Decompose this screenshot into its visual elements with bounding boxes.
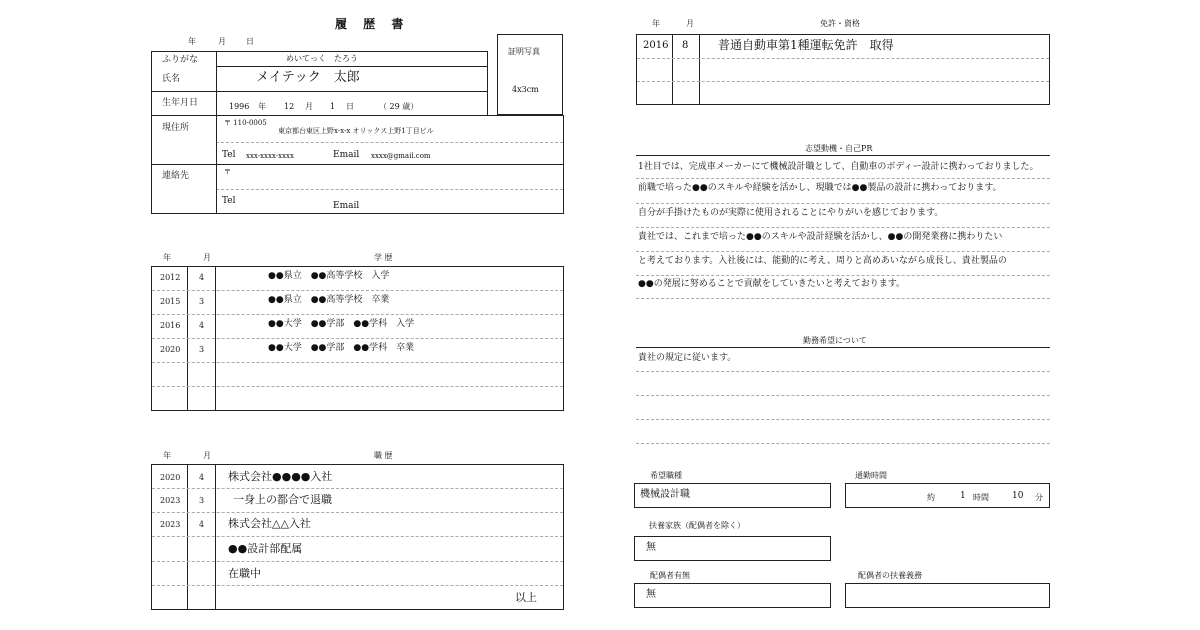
table-row: 2020 bbox=[160, 473, 181, 482]
table-cell: 8 bbox=[682, 40, 689, 51]
name-label: 氏名 bbox=[162, 74, 181, 84]
address-email: xxxx@gmail.com bbox=[371, 152, 431, 160]
resume-title: 履 歴 書 bbox=[335, 17, 410, 31]
table-row: 2023 bbox=[160, 496, 181, 505]
contact-postal: 〒 bbox=[224, 168, 231, 176]
commute-hours: 1 bbox=[960, 491, 966, 501]
work-title: 職 歴 bbox=[374, 451, 393, 460]
address-postal: 〒 110-0005 bbox=[224, 119, 267, 127]
commute-hours-unit: 時間 bbox=[973, 493, 989, 502]
dependents-value: 無 bbox=[646, 542, 656, 553]
commute-minutes-unit: 分 bbox=[1035, 493, 1043, 502]
contact-tel-label: Tel bbox=[222, 196, 236, 206]
birth-year-unit: 年 bbox=[258, 102, 266, 111]
spouse-value: 無 bbox=[646, 589, 656, 600]
table-row: 2023 bbox=[160, 520, 181, 529]
birth-year: 1996 bbox=[229, 102, 250, 111]
table-row: 2015 bbox=[160, 297, 181, 306]
dependents-field bbox=[634, 536, 831, 561]
birth-day-unit: 日 bbox=[346, 102, 354, 111]
table-cell: 4 bbox=[199, 321, 205, 330]
table-cell: 3 bbox=[199, 496, 205, 505]
date-month-label: 月 bbox=[218, 37, 226, 46]
motivation-line: 自分が手掛けたものが実際に使用されることにやりがいを感じております。 bbox=[638, 208, 944, 218]
commute-prefix: 約 bbox=[927, 493, 935, 502]
work-table bbox=[151, 464, 564, 610]
desired-job-value: 機械設計職 bbox=[640, 489, 690, 500]
table-cell: 4 bbox=[199, 273, 205, 282]
license-month-header: 月 bbox=[686, 19, 694, 28]
education-month-header: 月 bbox=[203, 253, 211, 262]
birth-month-unit: 月 bbox=[305, 102, 313, 111]
date-day-label: 日 bbox=[246, 37, 254, 46]
table-cell: ●●県立 ●●高等学校 入学 bbox=[268, 271, 390, 281]
address-email-label: Email bbox=[333, 150, 360, 160]
spouse-support-label: 配偶者の扶養義務 bbox=[858, 571, 922, 580]
table-cell: 一身上の都合で退職 bbox=[233, 493, 332, 506]
table-cell: ●●大学 ●●学部 ●●学科 卒業 bbox=[268, 343, 415, 353]
table-cell: 株式会社●●●●入社 bbox=[228, 470, 333, 483]
name-value: メイテック 太郎 bbox=[256, 70, 360, 85]
motivation-title: 志望動機・自己PR bbox=[805, 144, 873, 153]
work-month-header: 月 bbox=[203, 451, 211, 460]
table-cell: 普通自動車第1種運転免許 取得 bbox=[718, 38, 894, 52]
table-row: 2016 bbox=[643, 40, 669, 51]
table-row: 2012 bbox=[160, 273, 181, 282]
license-year-header: 年 bbox=[652, 19, 660, 28]
education-year-header: 年 bbox=[163, 253, 171, 262]
commute-minutes: 10 bbox=[1012, 491, 1024, 501]
table-cell: 3 bbox=[199, 297, 205, 306]
contact-email-label: Email bbox=[333, 201, 360, 211]
birth-day: 1 bbox=[330, 102, 336, 111]
furigana-label: ふりがな bbox=[162, 55, 199, 65]
table-row: 在職中 bbox=[228, 567, 261, 580]
license-title: 免許・資格 bbox=[820, 19, 860, 28]
table-cell: ●●県立 ●●高等学校 卒業 bbox=[268, 295, 390, 305]
address-tel-label: Tel bbox=[222, 150, 236, 160]
address-tel: xxx-xxxx-xxxx bbox=[246, 152, 294, 160]
education-title: 学 歴 bbox=[374, 253, 393, 262]
table-cell: 株式会社△△入社 bbox=[228, 517, 311, 530]
spouse-support-field bbox=[845, 583, 1050, 608]
wishes-title: 勤務希望について bbox=[803, 336, 867, 345]
desired-job-label: 希望職種 bbox=[650, 471, 682, 480]
photo-size: 4x3cm bbox=[512, 85, 539, 94]
table-row: 2016 bbox=[160, 321, 181, 330]
wishes-line: 貴社の規定に従います。 bbox=[638, 353, 737, 363]
work-year-header: 年 bbox=[163, 451, 171, 460]
table-cell: 4 bbox=[199, 520, 205, 529]
motivation-line: と考えております。入社後には、能動的に考え、周りと高めあいながら成長し、貴社製品の bbox=[638, 256, 1007, 266]
motivation-line: 1社目では、完成車メーカーにて機械設計職として、自動車のボディー設計に携わっておりました。 bbox=[638, 162, 1039, 172]
table-row: 以上 bbox=[515, 591, 537, 604]
birth-month: 12 bbox=[284, 102, 295, 111]
motivation-line: 前職で培った●●のスキルや経験を活かし、現職では●●製品の設計に携わっております。 bbox=[638, 183, 1002, 193]
table-row: 2020 bbox=[160, 345, 181, 354]
table-cell: 4 bbox=[199, 473, 205, 482]
table-row: ●●設計部配属 bbox=[228, 542, 303, 555]
address-value: 東京都台東区上野x-x-x オリックス上野1丁目ビル bbox=[278, 127, 434, 135]
commute-label: 通勤時間 bbox=[855, 471, 887, 480]
motivation-line: 貴社では、これまで培った●●のスキルや設計経験を活かし、●●の開発業務に携わりたい bbox=[638, 232, 1003, 242]
spouse-label: 配偶者有無 bbox=[650, 571, 690, 580]
birth-age: （ 29 歳） bbox=[379, 102, 419, 111]
photo-label: 証明写真 bbox=[508, 47, 540, 56]
furigana-value: めいてっく たろう bbox=[286, 54, 358, 63]
birth-label: 生年月日 bbox=[162, 98, 199, 108]
spouse-field bbox=[634, 583, 831, 608]
contact-label: 連絡先 bbox=[162, 171, 190, 181]
table-cell: 3 bbox=[199, 345, 205, 354]
table-cell: ●●大学 ●●学部 ●●学科 入学 bbox=[268, 319, 415, 329]
date-year-label: 年 bbox=[188, 37, 196, 46]
address-label: 現住所 bbox=[162, 123, 190, 133]
dependents-label: 扶養家族（配偶者を除く） bbox=[649, 521, 745, 530]
motivation-line: ●●の発展に努めることで貢献をしていきたいと考えております。 bbox=[638, 279, 905, 289]
